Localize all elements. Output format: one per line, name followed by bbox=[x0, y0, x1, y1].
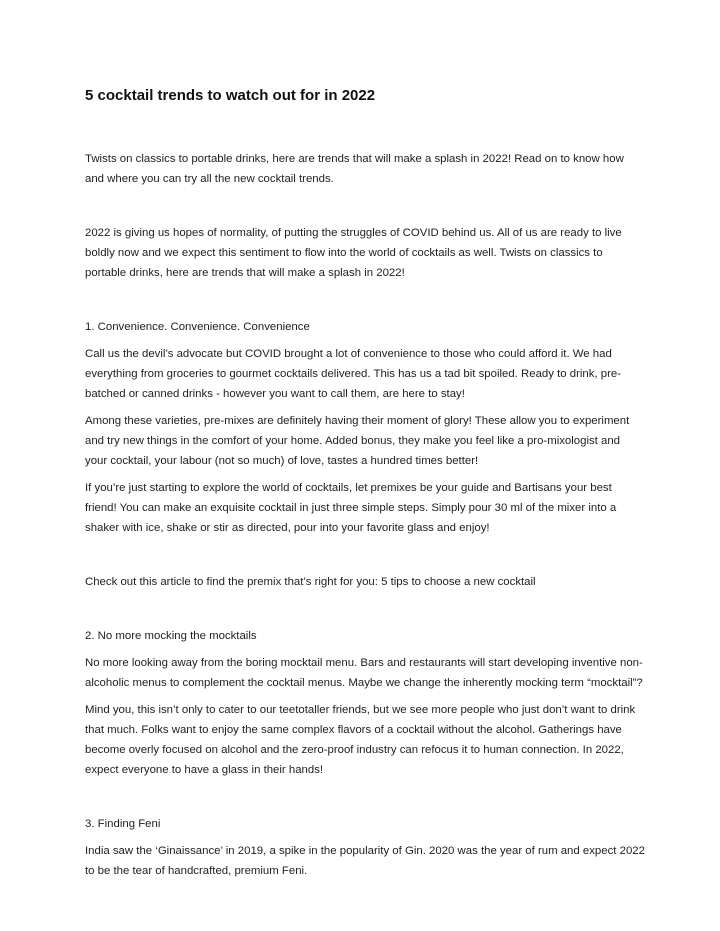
mocktails-paragraph-1: No more looking away from the boring mocktail menu. Bars and restaurants will start developing inventive non-alcoholic menus to complement the cocktail menus. Maybe we change the inherently mocking term “mocktail”? bbox=[85, 657, 643, 689]
mocktails-paragraph-2: Mind you, this isn’t only to cater to our teetotaller friends, but we see more people who just don’t want to drink that much. Folks want to enjoy the same complex flavors of a cocktail without the alcohol. Gatherings have become overly focused on alcohol and the zero-proof industry can refocus it to human connection. In 2022, expect everyone to have a glass in their hands! bbox=[85, 704, 636, 776]
document-body bbox=[85, 86, 645, 881]
feni-paragraph-1: India saw the ‘Ginaissance’ in 2019, a spike in the popularity of Gin. 2020 was the year of rum and expect 2022 to be the tear of handcrafted, premium Feni. bbox=[85, 845, 645, 877]
premix-article-note: Check out this article to find the premix that’s right for you: 5 tips to choose a new cocktail bbox=[85, 576, 536, 588]
convenience-paragraph-3: If you’re just starting to explore the world of cocktails, let premixes be your guide and Bartisans your best friend! You can make an exquisite cocktail in just three simple steps. Simply pour 30 ml of the mixer into a shaker with ice, shake or stir as directed, pour into your favorite glass and enjoy! bbox=[85, 482, 617, 534]
section-heading-mocktails: 2. No more mocking the mocktails bbox=[85, 630, 257, 642]
opening-paragraph: 2022 is giving us hopes of normality, of putting the struggles of COVID behind us. All of us are ready to live boldly now and we expect this sentiment to flow into the world of cocktails as well. Twists on classics to portable drinks, here are trends that will make a splash in 2022! bbox=[85, 227, 622, 279]
section-heading-convenience: 1. Convenience. Convenience. Convenience bbox=[85, 321, 310, 333]
convenience-paragraph-2: Among these varieties, pre-mixes are definitely having their moment of glory! These allow you to experiment and try new things in the comfort of your home. Added bonus, they make you feel like a pro-mixologist and your cocktail, your labour (not so much) of love, tastes a hundred times better! bbox=[85, 415, 630, 467]
section-heading-feni: 3. Finding Feni bbox=[85, 818, 161, 830]
convenience-paragraph-1: Call us the devil’s advocate but COVID brought a lot of convenience to those who could afford it. We had everything from groceries to gourmet cocktails delivered. This has us a tad bit spoiled. Ready to drink, pre-batched or canned drinks - however you want to call them, are here to stay! bbox=[85, 348, 622, 400]
intro-paragraph: Twists on classics to portable drinks, here are trends that will make a splash in 2022! Read on to know how and where you can try all the new cocktail trends. bbox=[85, 153, 624, 185]
document-title: 5 cocktail trends to watch out for in 2022 bbox=[85, 87, 376, 104]
